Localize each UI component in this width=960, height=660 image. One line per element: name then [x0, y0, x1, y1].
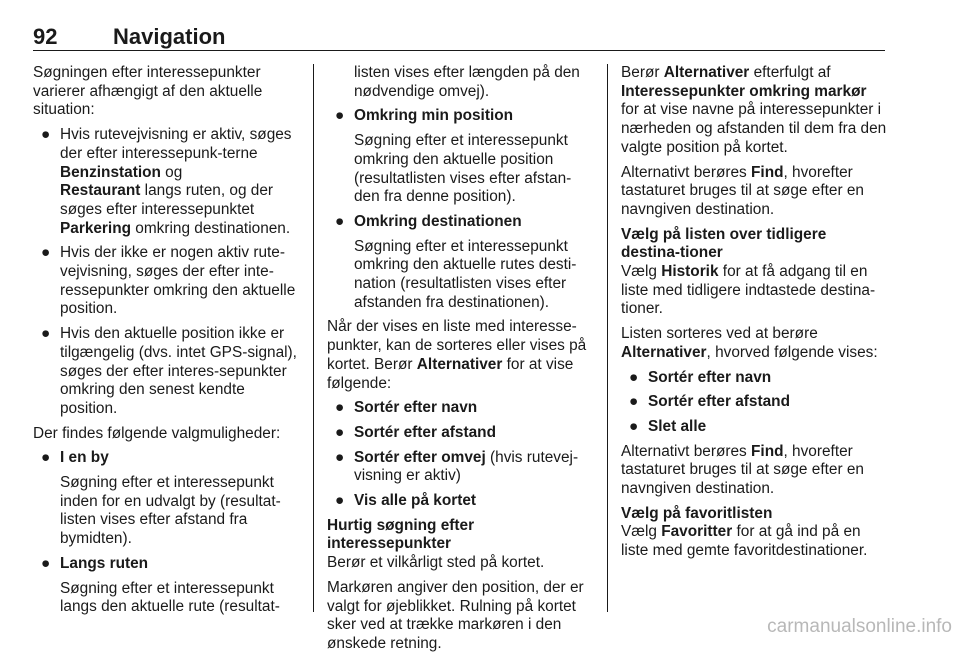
option-label: Omkring min position — [354, 107, 514, 125]
list-item: ● Hvis den aktuelle position ikke er tilgængelig (dvs. intet GPS-signal), søges der efter interes-sepunkter omkring den senest kendte position. — [41, 325, 297, 417]
subheading-quick-search: Hurtig søgning efter interessepunkter — [327, 516, 475, 553]
subheading-history: Vælg på listen over tidligere destina-tioner — [621, 225, 827, 262]
bullet-icon: ● — [629, 368, 639, 386]
quick-paragraph-2: Markøren angiver den position, der er valgt for øjeblikket. Rulning på kortet sker ved at trække markøren i den ønskede retning. — [327, 578, 584, 652]
option-label: Omkring destinationen — [354, 212, 522, 230]
option-label: Langs ruten — [60, 554, 149, 572]
find-paragraph: Alternativt berøres Find, hvorefter tastaturet bruges til at søge efter en navngiven destination. — [621, 163, 864, 218]
page-number: 92 — [33, 24, 58, 49]
option-description: Søgning efter et interessepunkt inden for en udvalgt by (resultat-listen vises efter afstand fra bymidten). — [60, 474, 281, 548]
column-2 — [327, 64, 593, 660]
option-description: Søgning efter et interessepunkt omkring den aktuelle rutes desti-nation (resultatlisten vises efter afstanden fra destinationen). — [354, 237, 577, 311]
bullet-icon: ● — [41, 554, 51, 572]
bullet-icon: ● — [335, 107, 345, 125]
option-item — [327, 213, 593, 232]
list-option: ● Slet alle — [629, 417, 707, 435]
bullet-icon: ● — [629, 417, 639, 435]
option-label: I en by — [60, 449, 109, 467]
page-header — [33, 22, 885, 52]
intro-paragraph: Søgningen efter interessepunkter varierer afhængigt af den aktuelle situation: — [33, 64, 263, 119]
bullet-icon: ● — [41, 449, 51, 467]
watermark: carmanualsonline.info — [767, 616, 952, 637]
bullet-icon: ● — [335, 399, 345, 417]
option-item — [33, 449, 299, 468]
sort-option: ● Sortér efter omvej (hvis rutevej-visning er aktiv) — [335, 448, 579, 485]
options-intro: Der findes følgende valgmuligheder: — [33, 424, 281, 442]
column-divider-2 — [607, 64, 608, 612]
bullet-icon: ● — [41, 126, 51, 144]
list-item: ● Hvis rutevejvisning er aktiv, søges der efter interessepunk-terne Benzinstation og Restaurant langs ruten, og der søges efter interessepunktet Parkering omkring destinationen. — [41, 126, 292, 237]
list-sort-paragraph: Listen sorteres ved at berøre Alternativer, hvorved følgende vises: — [621, 325, 878, 361]
find-paragraph-2: Alternativt berøres Find, hvorefter tastaturet bruges til at søge efter en navngiven destination. — [621, 442, 864, 498]
column-divider-1 — [313, 64, 314, 612]
history-paragraph: Vælg Historik for at få adgang til en liste med tidligere indtastede destina-tioner. — [621, 263, 876, 318]
bullet-icon: ● — [335, 212, 345, 230]
list-item: ● Hvis der ikke er nogen aktiv rute-vejvisning, søges der efter inte-ressepunkter omkring den aktuelle position. — [41, 244, 296, 318]
option-description: Søgning efter et interessepunkt langs den aktuelle rute (resultat- — [60, 579, 280, 616]
sort-option: ● Sortér efter afstand — [335, 423, 496, 441]
option-item — [327, 107, 593, 126]
list-option: ● Sortér efter navn — [629, 368, 772, 386]
header-rule — [33, 50, 885, 51]
sort-intro: Når der vises en liste med interesse-punkter, kan de sorteres eller vises på kortet. Berør Alternativer for at vise følgende: — [327, 318, 587, 392]
subheading-favorites: Vælg på favoritlisten — [621, 504, 773, 522]
option-item — [33, 555, 299, 574]
sort-option: ● Sortér efter navn — [335, 399, 478, 417]
bullet-icon: ● — [41, 244, 51, 262]
bullet-icon: ● — [41, 325, 51, 343]
bullet-icon: ● — [335, 448, 345, 466]
option-description: Søgning efter et interessepunkt omkring den aktuelle position (resultatlisten vises efter afstan-den fra denne position). — [354, 132, 572, 206]
quick-paragraph-1: Berør et vilkårligt sted på kortet. — [327, 554, 545, 572]
section-title: Navigation — [113, 24, 226, 49]
sort-option: ● Vis alle på kortet — [335, 492, 477, 510]
bullet-icon: ● — [335, 423, 345, 441]
bullet-icon: ● — [629, 393, 639, 411]
bullet-icon: ● — [335, 492, 345, 510]
list-option: ● Sortér efter afstand — [629, 393, 790, 411]
poi-cursor-paragraph: Berør Alternativer efterfulgt af Interessepunkter omkring markør for at vise navne på interessepunkter i nærheden og afstanden til dem fra den valgte position på kortet. — [621, 64, 887, 156]
column-3 — [621, 64, 887, 567]
favorites-paragraph: Vælg Favoritter for at gå ind på en liste med gemte favoritdestinationer. — [621, 523, 868, 560]
column-1 — [33, 64, 299, 623]
option-description-continued: listen vises efter længden på den nødvendige omvej). — [354, 64, 580, 100]
